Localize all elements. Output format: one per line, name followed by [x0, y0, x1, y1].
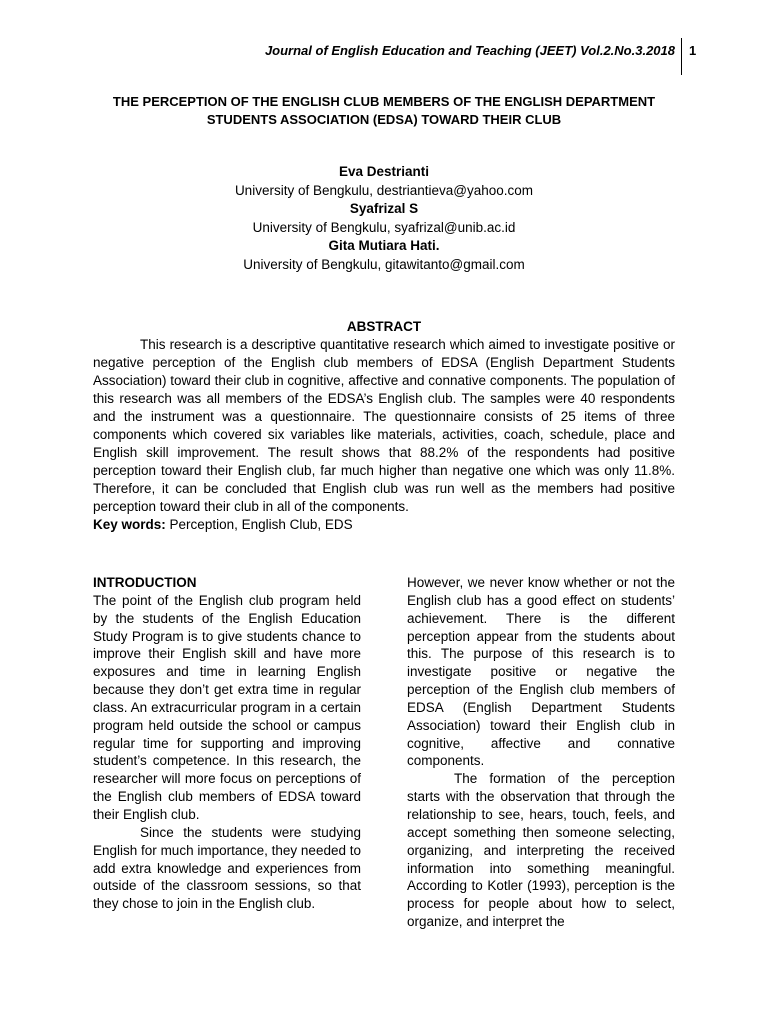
author-affiliation: University of Bengkulu, syafrizal@unib.ac.id	[252, 219, 516, 235]
keywords-text: Perception, English Club, EDS	[169, 517, 353, 532]
abstract-text: This research is a descriptive quantitative research which aimed to investigate positive or negative perception of the English club members of EDSA (English Department Students Association) toward their club in cognitive, affective and connative components. The population of this research was all members of the EDSA’s English club. The samples were 40 respondents and the instrument was a questionnaire. The questionnaire consists of 25 items of three components which covered six variables like materials, activities, coach, schedule, place and English skill improvement. The result shows that 88.2% of the respondents had positive perception toward their English club, far much higher than negative one which was only 11.8%. Therefore, it can be concluded that English club was run well as the members had positive perception toward their club in all of the components.	[93, 337, 675, 514]
body-paragraph: However, we never know whether or not the English club has a good effect on students’ achievement. There is the different perception appear from the students about this. The purpose of this research is to investigate positive or negative the perception of the English club members of EDSA (English Department Students Association) toward their English club in cognitive, affective and connative components.	[407, 575, 675, 769]
author-block	[93, 163, 675, 274]
abstract-heading: ABSTRACT	[346, 319, 422, 334]
paper-title: THE PERCEPTION OF THE ENGLISH CLUB MEMBERS OF THE ENGLISH DEPARTMENT STUDENTS ASSOCIATION (EDSA) TOWARD THEIR CLUB	[112, 94, 656, 127]
body-paragraph: The point of the English club program held by the students of the English Education Study Program is to give students chance to improve their English skill and have more exposures and time in learning English because they don’t get extra time in regular class. An extracurricular program in a certain program held outside the school or campus regular time for supporting and improving student’s competence. In this research, the researcher will more focus on perceptions of the English club members of EDSA toward their English club.	[93, 592, 361, 822]
author-affiliation: University of Bengkulu, destriantieva@yahoo.com	[234, 182, 534, 198]
right-column	[407, 574, 675, 931]
header-divider	[681, 38, 682, 75]
abstract-section	[93, 318, 675, 534]
author-name: Gita Mutiara Hati.	[328, 238, 440, 253]
left-column	[93, 574, 361, 913]
page-number: 1	[689, 43, 697, 58]
introduction-heading: INTRODUCTION	[93, 575, 197, 590]
keywords-label: Key words:	[93, 517, 166, 532]
author-affiliation: University of Bengkulu, gitawitanto@gmail.com	[243, 256, 525, 272]
keywords-line	[93, 516, 675, 534]
body-paragraph: The formation of the perception starts with the observation that through the relationship to see, hears, touch, feels, and accept something then someone selecting, organizing, and interpreting the received information into something meaningful. According to Kotler (1993), perception is the process for people about how to select, organize, and interpret the	[407, 771, 675, 930]
author-name: Syafrizal S	[349, 201, 419, 216]
journal-header: Journal of English Education and Teaching (JEET) Vol.2.No.3.2018	[264, 43, 675, 58]
author-name: Eva Destrianti	[338, 164, 430, 179]
body-paragraph: Since the students were studying English for much importance, they needed to add extra knowledge and experiences from outside of the classroom sessions, so that they chose to join in the English club.	[93, 824, 361, 912]
